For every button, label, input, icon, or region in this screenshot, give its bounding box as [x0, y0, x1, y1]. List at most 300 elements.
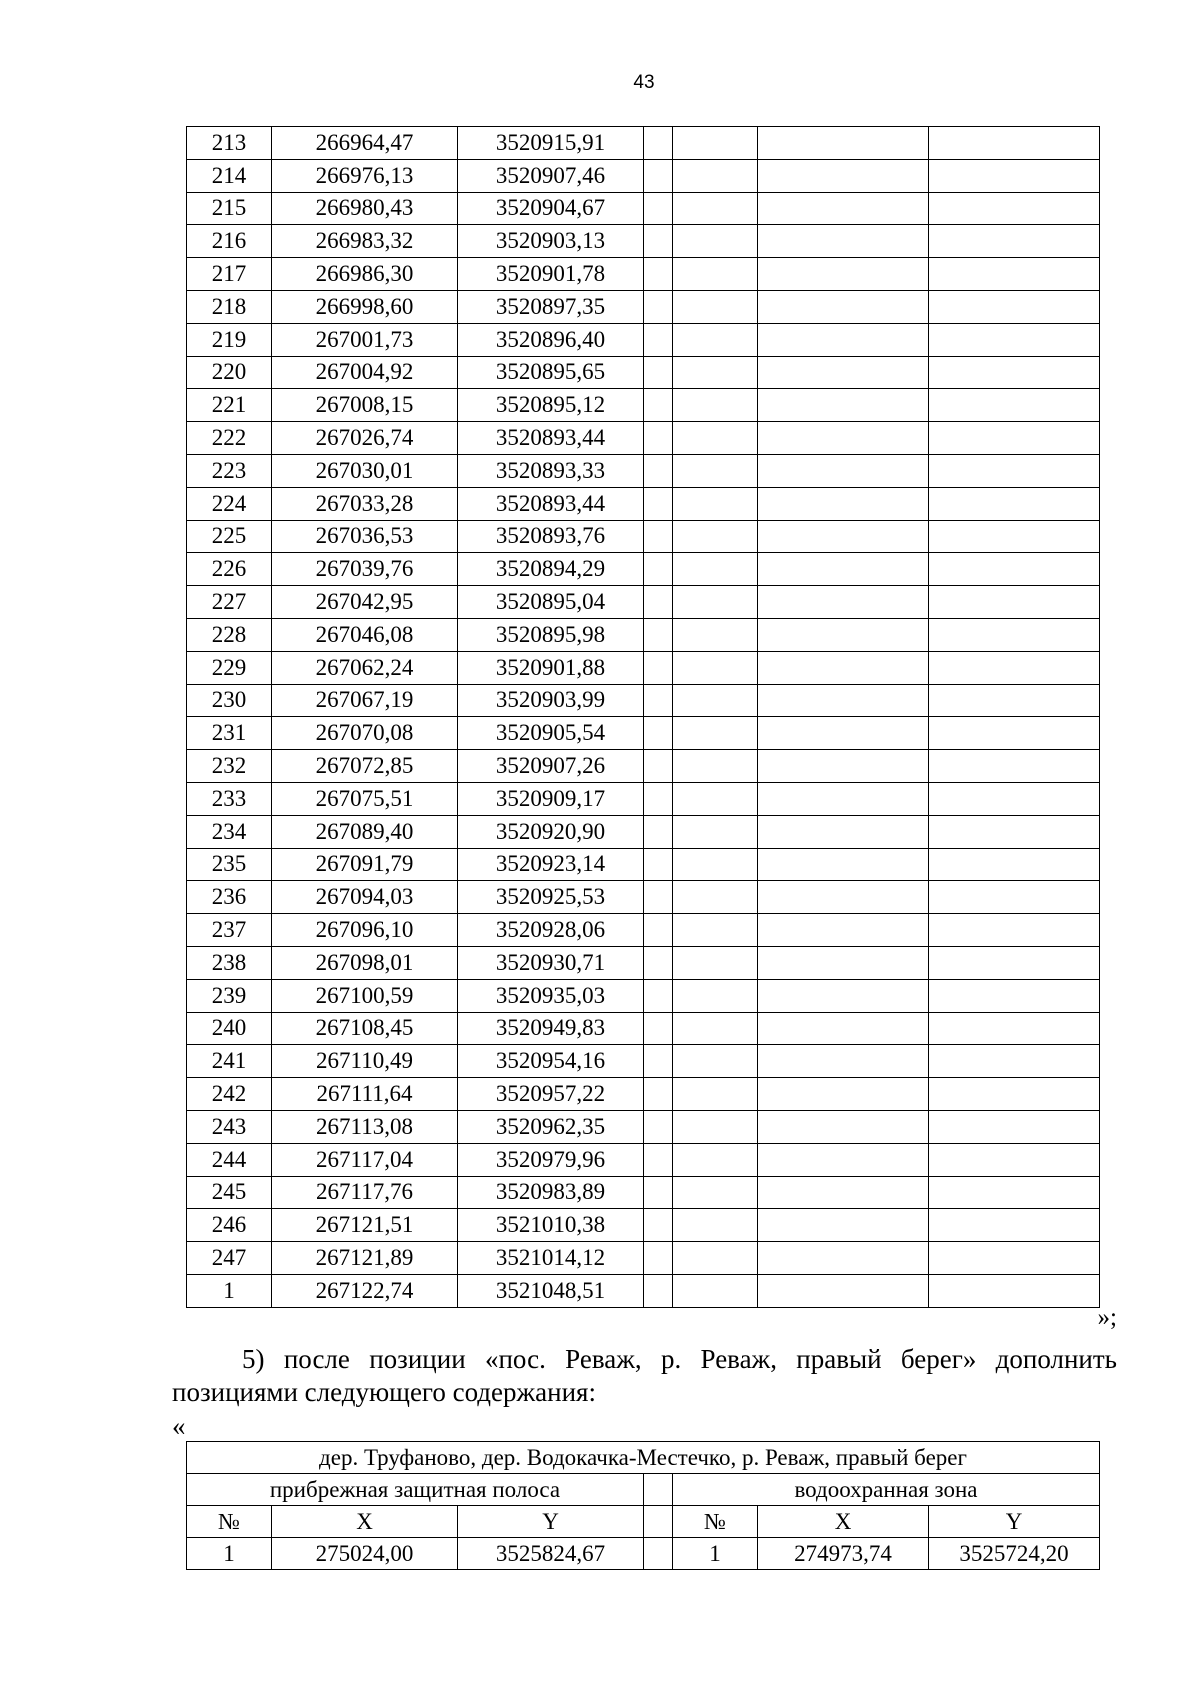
cell-x: 266976,13	[272, 159, 458, 192]
empty-cell	[644, 946, 673, 979]
empty-cell	[929, 553, 1100, 586]
cell-x: 267075,51	[272, 782, 458, 815]
empty-cell	[929, 651, 1100, 684]
cell-x: 267030,01	[272, 454, 458, 487]
cell-y: 3520928,06	[458, 914, 644, 947]
cell-x: 267094,03	[272, 881, 458, 914]
empty-cell	[758, 192, 929, 225]
empty-cell	[673, 815, 758, 848]
empty-cell	[673, 881, 758, 914]
cell-y: 3520903,13	[458, 225, 644, 258]
cell-x: 267110,49	[272, 1045, 458, 1078]
table-row	[187, 618, 1100, 651]
cell-x: 267039,76	[272, 553, 458, 586]
table-row	[187, 487, 1100, 520]
cell-num: 231	[187, 717, 272, 750]
cell-x: 267091,79	[272, 848, 458, 881]
cell-x: 267100,59	[272, 979, 458, 1012]
cell-y: 3520894,29	[458, 553, 644, 586]
cell-x: 267117,04	[272, 1143, 458, 1176]
empty-cell	[673, 520, 758, 553]
empty-cell	[673, 1110, 758, 1143]
empty-cell	[929, 159, 1100, 192]
table-row	[187, 258, 1100, 291]
table-row	[187, 356, 1100, 389]
empty-cell	[929, 914, 1100, 947]
empty-cell	[673, 356, 758, 389]
cell-num: 243	[187, 1110, 272, 1143]
empty-cell	[673, 225, 758, 258]
cell-num: 245	[187, 1176, 272, 1209]
section-coastal-strip: прибрежная защитная полоса	[187, 1474, 644, 1506]
cell-y: 3520907,26	[458, 750, 644, 783]
empty-cell	[644, 454, 673, 487]
empty-cell	[644, 258, 673, 291]
empty-cell	[644, 881, 673, 914]
empty-cell	[644, 1143, 673, 1176]
cell-y: 3520983,89	[458, 1176, 644, 1209]
cell-num: 216	[187, 225, 272, 258]
cell-num: 215	[187, 192, 272, 225]
empty-cell	[758, 717, 929, 750]
empty-cell	[929, 815, 1100, 848]
cell-num: 214	[187, 159, 272, 192]
empty-cell	[673, 717, 758, 750]
cell-x: 267098,01	[272, 946, 458, 979]
empty-cell	[929, 881, 1100, 914]
cell-num: 242	[187, 1078, 272, 1111]
empty-cell	[758, 159, 929, 192]
empty-cell	[929, 356, 1100, 389]
empty-cell	[758, 848, 929, 881]
cell-y: 3520895,65	[458, 356, 644, 389]
cell-num: 228	[187, 618, 272, 651]
empty-cell	[644, 782, 673, 815]
cell-y: 3521014,12	[458, 1242, 644, 1275]
cell-num: 217	[187, 258, 272, 291]
empty-cell	[644, 1242, 673, 1275]
empty-cell	[758, 127, 929, 160]
empty-cell	[758, 750, 929, 783]
cell-y: 3520920,90	[458, 815, 644, 848]
empty-cell	[929, 1242, 1100, 1275]
cell-y: 3520923,14	[458, 848, 644, 881]
spacer-cell	[644, 1538, 673, 1570]
empty-cell	[758, 1078, 929, 1111]
table-row	[187, 225, 1100, 258]
cell-y: 3520957,22	[458, 1078, 644, 1111]
cell-num: 224	[187, 487, 272, 520]
closing-quote: »;	[1097, 1304, 1117, 1331]
empty-cell	[644, 1045, 673, 1078]
empty-cell	[673, 159, 758, 192]
header-row	[187, 1506, 1100, 1538]
cell-x: 267036,53	[272, 520, 458, 553]
table-row	[187, 946, 1100, 979]
empty-cell	[758, 258, 929, 291]
empty-cell	[644, 520, 673, 553]
empty-cell	[673, 258, 758, 291]
table-row	[187, 750, 1100, 783]
empty-cell	[644, 684, 673, 717]
cell-num: 240	[187, 1012, 272, 1045]
cell-y: 3520893,33	[458, 454, 644, 487]
table-row	[187, 159, 1100, 192]
empty-cell	[644, 1274, 673, 1307]
empty-cell	[673, 290, 758, 323]
cell-num: 230	[187, 684, 272, 717]
empty-cell	[929, 586, 1100, 619]
empty-cell	[929, 979, 1100, 1012]
cell-x: 267108,45	[272, 1012, 458, 1045]
table-row	[187, 454, 1100, 487]
empty-cell	[673, 651, 758, 684]
cell-y: 3520901,78	[458, 258, 644, 291]
table-row	[187, 553, 1100, 586]
empty-cell	[673, 1078, 758, 1111]
section-water-zone: водоохранная зона	[673, 1474, 1100, 1506]
empty-cell	[673, 127, 758, 160]
cell-y: 3520925,53	[458, 881, 644, 914]
cell-y: 3521010,38	[458, 1209, 644, 1242]
cell-x: 267046,08	[272, 618, 458, 651]
empty-cell	[673, 192, 758, 225]
empty-cell	[929, 946, 1100, 979]
empty-cell	[758, 1012, 929, 1045]
cell-x: 267001,73	[272, 323, 458, 356]
table-row	[187, 389, 1100, 422]
cell-x: 267042,95	[272, 586, 458, 619]
cell-num: 238	[187, 946, 272, 979]
empty-cell	[644, 1078, 673, 1111]
cell-y: 3520907,46	[458, 159, 644, 192]
table-row	[187, 422, 1100, 455]
empty-cell	[758, 225, 929, 258]
empty-cell	[758, 946, 929, 979]
empty-cell	[758, 1274, 929, 1307]
cell-num: 235	[187, 848, 272, 881]
cell-x: 266980,43	[272, 192, 458, 225]
cell-y: 3520893,44	[458, 487, 644, 520]
empty-cell	[758, 487, 929, 520]
cell-y: 3520915,91	[458, 127, 644, 160]
cell-num: 1	[673, 1538, 758, 1570]
cell-y: 3520897,35	[458, 290, 644, 323]
cell-y: 3525724,20	[929, 1538, 1100, 1570]
cell-num: 237	[187, 914, 272, 947]
cell-num: 229	[187, 651, 272, 684]
cell-y: 3520979,96	[458, 1143, 644, 1176]
cell-num: 234	[187, 815, 272, 848]
empty-cell	[644, 717, 673, 750]
empty-cell	[673, 1176, 758, 1209]
empty-cell	[673, 586, 758, 619]
table-row	[187, 815, 1100, 848]
cell-x: 267008,15	[272, 389, 458, 422]
cell-y: 3525824,67	[458, 1538, 644, 1570]
cell-x: 267070,08	[272, 717, 458, 750]
empty-cell	[644, 389, 673, 422]
cell-y: 3521048,51	[458, 1274, 644, 1307]
cell-x: 267122,74	[272, 1274, 458, 1307]
empty-cell	[673, 914, 758, 947]
cell-x: 267026,74	[272, 422, 458, 455]
empty-cell	[929, 750, 1100, 783]
empty-cell	[673, 946, 758, 979]
cell-x: 266986,30	[272, 258, 458, 291]
cell-num: 220	[187, 356, 272, 389]
empty-cell	[758, 684, 929, 717]
cell-y: 3520893,76	[458, 520, 644, 553]
empty-cell	[929, 848, 1100, 881]
table-row	[187, 782, 1100, 815]
empty-cell	[644, 290, 673, 323]
cell-num: 227	[187, 586, 272, 619]
cell-x: 267033,28	[272, 487, 458, 520]
table-row	[187, 127, 1100, 160]
cell-y: 3520895,04	[458, 586, 644, 619]
empty-cell	[758, 520, 929, 553]
empty-cell	[673, 979, 758, 1012]
empty-cell	[929, 1078, 1100, 1111]
empty-cell	[644, 553, 673, 586]
cell-y: 3520949,83	[458, 1012, 644, 1045]
empty-cell	[758, 290, 929, 323]
cell-x: 267072,85	[272, 750, 458, 783]
cell-x: 266983,32	[272, 225, 458, 258]
empty-cell	[929, 127, 1100, 160]
cell-x: 275024,00	[272, 1538, 458, 1570]
empty-cell	[929, 225, 1100, 258]
cell-num: 222	[187, 422, 272, 455]
empty-cell	[644, 127, 673, 160]
empty-cell	[929, 1176, 1100, 1209]
cell-x: 267113,08	[272, 1110, 458, 1143]
empty-cell	[673, 323, 758, 356]
cell-x: 267117,76	[272, 1176, 458, 1209]
table-row	[187, 323, 1100, 356]
empty-cell	[929, 389, 1100, 422]
empty-cell	[758, 881, 929, 914]
header-x: X	[758, 1506, 929, 1538]
table-row	[187, 1078, 1100, 1111]
empty-cell	[644, 1012, 673, 1045]
empty-cell	[758, 422, 929, 455]
table-row	[187, 848, 1100, 881]
empty-cell	[929, 323, 1100, 356]
cell-x: 267121,89	[272, 1242, 458, 1275]
cell-num: 233	[187, 782, 272, 815]
table-row	[187, 651, 1100, 684]
empty-cell	[673, 1045, 758, 1078]
header-num: №	[673, 1506, 758, 1538]
cell-y: 3520935,03	[458, 979, 644, 1012]
empty-cell	[758, 356, 929, 389]
empty-cell	[644, 192, 673, 225]
empty-cell	[673, 553, 758, 586]
table-row	[187, 1176, 1100, 1209]
header-y: Y	[458, 1506, 644, 1538]
empty-cell	[644, 618, 673, 651]
table-row	[187, 1012, 1100, 1045]
cell-num: 1	[187, 1274, 272, 1307]
cell-num: 213	[187, 127, 272, 160]
empty-cell	[644, 323, 673, 356]
table-title-row	[187, 1442, 1100, 1474]
header-num: №	[187, 1506, 272, 1538]
cell-x: 266964,47	[272, 127, 458, 160]
cell-y: 3520909,17	[458, 782, 644, 815]
empty-cell	[929, 1012, 1100, 1045]
cell-y: 3520896,40	[458, 323, 644, 356]
empty-cell	[673, 750, 758, 783]
empty-cell	[673, 487, 758, 520]
empty-cell	[758, 1045, 929, 1078]
empty-cell	[673, 1143, 758, 1176]
section-row	[187, 1474, 1100, 1506]
cell-x: 267004,92	[272, 356, 458, 389]
empty-cell	[758, 1110, 929, 1143]
cell-x: 267089,40	[272, 815, 458, 848]
cell-x: 267111,64	[272, 1078, 458, 1111]
empty-cell	[758, 586, 929, 619]
empty-cell	[644, 586, 673, 619]
cell-y: 3520895,98	[458, 618, 644, 651]
spacer-cell	[644, 1506, 673, 1538]
empty-cell	[929, 1143, 1100, 1176]
spacer-cell	[644, 1474, 673, 1506]
cell-num: 246	[187, 1209, 272, 1242]
cell-num: 225	[187, 520, 272, 553]
table-row	[187, 586, 1100, 619]
empty-cell	[673, 1012, 758, 1045]
empty-cell	[644, 848, 673, 881]
empty-cell	[644, 487, 673, 520]
cell-y: 3520903,99	[458, 684, 644, 717]
cell-num: 223	[187, 454, 272, 487]
page-number: 43	[633, 72, 655, 93]
table-row	[187, 1209, 1100, 1242]
cell-num: 236	[187, 881, 272, 914]
empty-cell	[929, 422, 1100, 455]
header-x: X	[272, 1506, 458, 1538]
empty-cell	[644, 422, 673, 455]
empty-cell	[673, 1274, 758, 1307]
table-row	[187, 1143, 1100, 1176]
empty-cell	[673, 618, 758, 651]
table-row	[187, 1538, 1100, 1570]
empty-cell	[758, 815, 929, 848]
cell-num: 241	[187, 1045, 272, 1078]
cell-x: 266998,60	[272, 290, 458, 323]
table-row	[187, 520, 1100, 553]
empty-cell	[673, 454, 758, 487]
empty-cell	[929, 717, 1100, 750]
cell-num: 239	[187, 979, 272, 1012]
empty-cell	[929, 1209, 1100, 1242]
empty-cell	[758, 618, 929, 651]
cell-x: 267062,24	[272, 651, 458, 684]
empty-cell	[673, 422, 758, 455]
empty-cell	[929, 782, 1100, 815]
empty-cell	[644, 1209, 673, 1242]
table-row	[187, 914, 1100, 947]
empty-cell	[758, 323, 929, 356]
cell-x: 267121,51	[272, 1209, 458, 1242]
amendment-paragraph: 5) после позиции «пос. Реваж, р. Реваж, правый берег» дополнить позициями следующего содержания:	[172, 1344, 1117, 1407]
empty-cell	[644, 1176, 673, 1209]
empty-cell	[758, 1176, 929, 1209]
empty-cell	[644, 225, 673, 258]
empty-cell	[929, 1045, 1100, 1078]
table-row	[187, 717, 1100, 750]
cell-y: 3520905,54	[458, 717, 644, 750]
empty-cell	[644, 651, 673, 684]
empty-cell	[673, 848, 758, 881]
empty-cell	[644, 1110, 673, 1143]
empty-cell	[929, 618, 1100, 651]
empty-cell	[929, 1110, 1100, 1143]
cell-num: 218	[187, 290, 272, 323]
empty-cell	[644, 979, 673, 1012]
empty-cell	[673, 389, 758, 422]
cell-num: 226	[187, 553, 272, 586]
empty-cell	[929, 684, 1100, 717]
cell-y: 3520954,16	[458, 1045, 644, 1078]
table-row	[187, 1110, 1100, 1143]
empty-cell	[644, 159, 673, 192]
empty-cell	[929, 454, 1100, 487]
empty-cell	[929, 487, 1100, 520]
cell-num: 219	[187, 323, 272, 356]
cell-num: 232	[187, 750, 272, 783]
empty-cell	[758, 389, 929, 422]
cell-y: 3520901,88	[458, 651, 644, 684]
empty-cell	[929, 258, 1100, 291]
cell-x: 274973,74	[758, 1538, 929, 1570]
cell-x: 267096,10	[272, 914, 458, 947]
empty-cell	[673, 1209, 758, 1242]
coordinates-table	[186, 126, 1100, 1308]
cell-num: 221	[187, 389, 272, 422]
empty-cell	[929, 290, 1100, 323]
table-row	[187, 1274, 1100, 1307]
empty-cell	[644, 356, 673, 389]
empty-cell	[758, 782, 929, 815]
cell-y: 3520895,12	[458, 389, 644, 422]
header-y: Y	[929, 1506, 1100, 1538]
cell-y: 3520962,35	[458, 1110, 644, 1143]
empty-cell	[644, 914, 673, 947]
empty-cell	[929, 192, 1100, 225]
cell-y: 3520904,67	[458, 192, 644, 225]
cell-y: 3520893,44	[458, 422, 644, 455]
table-row	[187, 290, 1100, 323]
table-row	[187, 684, 1100, 717]
table-title: дер. Труфаново, дер. Водокачка-Местечко, р. Реваж, правый берег	[187, 1442, 1100, 1474]
empty-cell	[644, 750, 673, 783]
empty-cell	[673, 1242, 758, 1275]
table-row	[187, 979, 1100, 1012]
empty-cell	[758, 553, 929, 586]
new-position-table	[186, 1441, 1100, 1570]
cell-num: 1	[187, 1538, 272, 1570]
empty-cell	[673, 782, 758, 815]
cell-num: 244	[187, 1143, 272, 1176]
empty-cell	[758, 1143, 929, 1176]
empty-cell	[758, 1209, 929, 1242]
empty-cell	[758, 914, 929, 947]
